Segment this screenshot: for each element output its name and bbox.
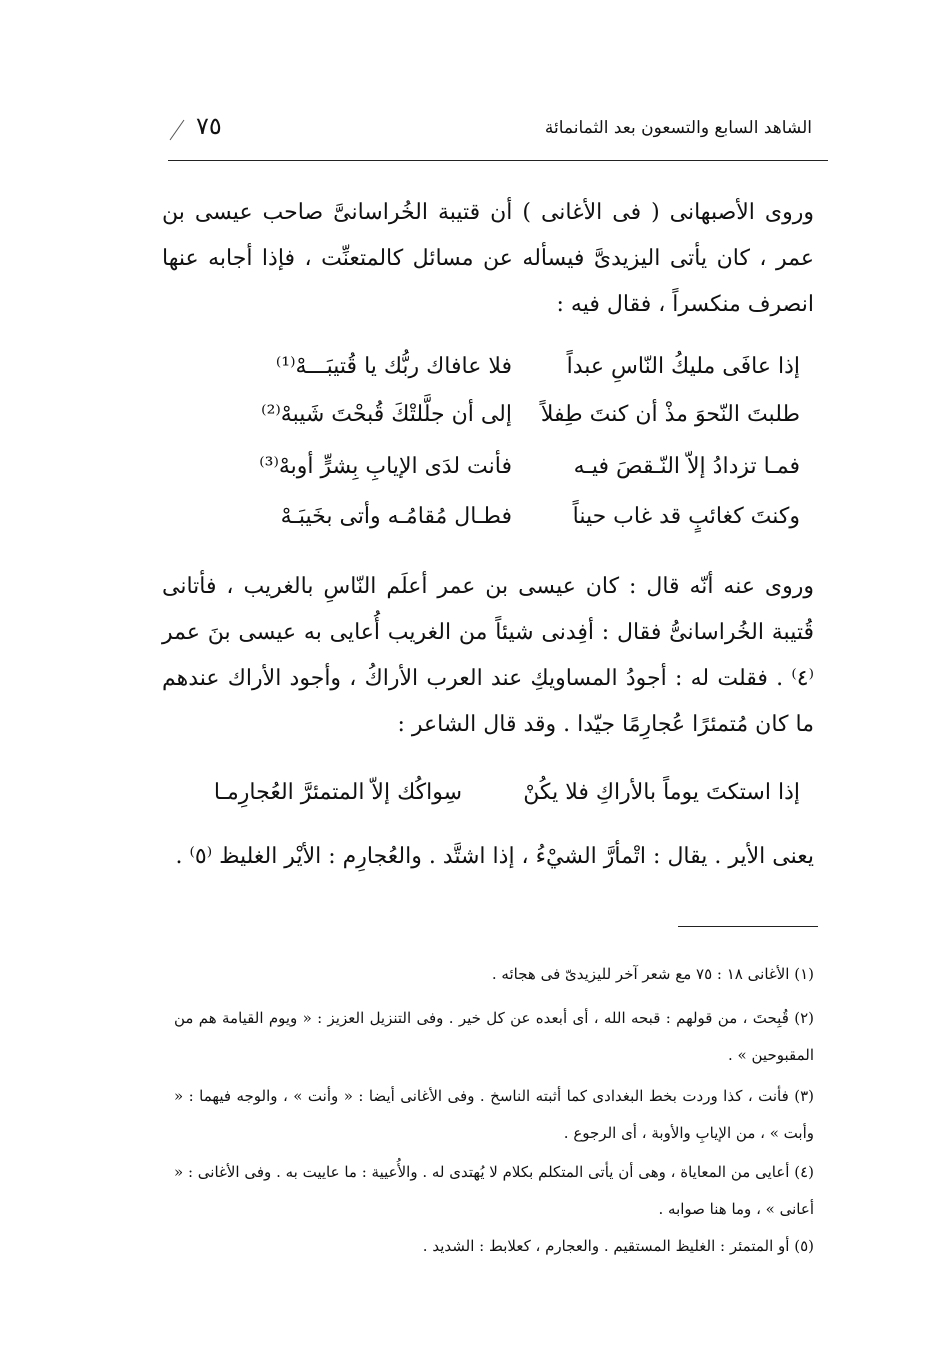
footnote-4: (٤) أعايى من المعاياة ، وهى أن يأتى المتكلم بكلام لا يُهتدى له . والأُعيية : ما عاييت به . وفى الأغانى : « أعانى » ، وما هنا صوابه . <box>174 1163 814 1218</box>
verse-5-first: إذا استكتَ يوماً بالأراكِ فلا يكُنْ <box>523 780 800 805</box>
running-header-title: الشاهد السابع والتسعون بعد الثمانمائة <box>544 118 812 138</box>
header-rule <box>168 160 828 161</box>
footnote-3: (٣) فأنت ، كذا وردت بخط البغدادى كما أثبته الناسخ . وفى الأغانى أيضا : « وأنت » ، والوجه فيهما : « وأبت » ، من الإيابِ والأوبة ، أى الرجوع . <box>174 1087 814 1142</box>
verse-4-second: فطـال مُقامُـه وأتى بخَيبَـهْ <box>280 504 512 529</box>
paragraph-story: وروى عنه أنّه قال : كان عيسى بن عمر أعلَم النّاسِ بالغريب ، فأتانى قُتيبة الخُراسانىُّ فقال : أفِدنى شيئاً من الغريب أُعايى به عيسى بنَ عمر ⁽٤⁾ . فقلت له : أجودُ المساويكِ عند العرب الأراكُ ، وأجود الأراك عندهم ما كان مُتمئرًا عُجارِمًا جيّدا . وقد قال الشاعر : <box>162 574 814 737</box>
footnote-5: (٥) أو المتمئر : الغليظ المستقيم . والعجارم ، كعلابط : الشديد . <box>422 1237 814 1255</box>
verse-2-first: طلبتَ النّحوَ مذْ أن كنتَ طِفلاً <box>540 402 800 427</box>
verse-2-second: إلى أن جلَّلتْكَ قُبحْتَ شَيبهْ⁽²⁾ <box>261 402 512 427</box>
footnote-rule <box>678 926 818 927</box>
verse-3-second: فأنت لدَى الإيابِ بِشرٍّ أوبهْ⁽³⁾ <box>259 454 512 479</box>
verse-1-first: إذا عافَى مليكُ النّاسِ عبداً <box>566 354 800 379</box>
footnote-2: (٢) قُبِحتَ ، من قولهم : قبحه الله ، أى أبعده عن كل خير . وفى التنزيل العزيز : « ويوم القيامة هم من المقبوحين » . <box>174 1009 814 1064</box>
verse-1-second: فلا عافاك ربُّك يا قُتيبَـــهْ⁽¹⁾ <box>275 354 512 379</box>
verse-4-first: وكنتَ كغائبٍ قد غاب حيناً <box>572 504 800 529</box>
pen-mark-icon <box>168 118 186 142</box>
verse-3-first: فمـا تزدادُ إلاّ النّـقصَ فيـه <box>573 454 800 479</box>
page-number: ٧٥ <box>196 112 222 140</box>
footnote-1: (١) الأغانى ١٨ : ٧٥ مع شعر آخر لليزيدىّ فى هجائه . <box>491 965 814 983</box>
verse-5-second: سِواكُك إلاّ المتمئرَّ العُجارِمـا <box>213 780 462 805</box>
paragraph-intro: وروى الأصبهانى ( فى الأغانى ) أن قتيبة الخُراسانىَّ صاحب عيسى بن عمر ، كان يأتى اليزيدىَّ فيسأله عن مسائل كالمتعنِّت ، فإذا أجابه عنها انصرف منكسراً ، فقال فيه : <box>162 200 814 317</box>
closing-line: يعنى الأير . يقال : اتْمأرَّ الشيْءُ ، إذا اشتَّد . والعُجارِم : الأيْر الغليظ ⁽٥⁾ . <box>175 844 814 869</box>
